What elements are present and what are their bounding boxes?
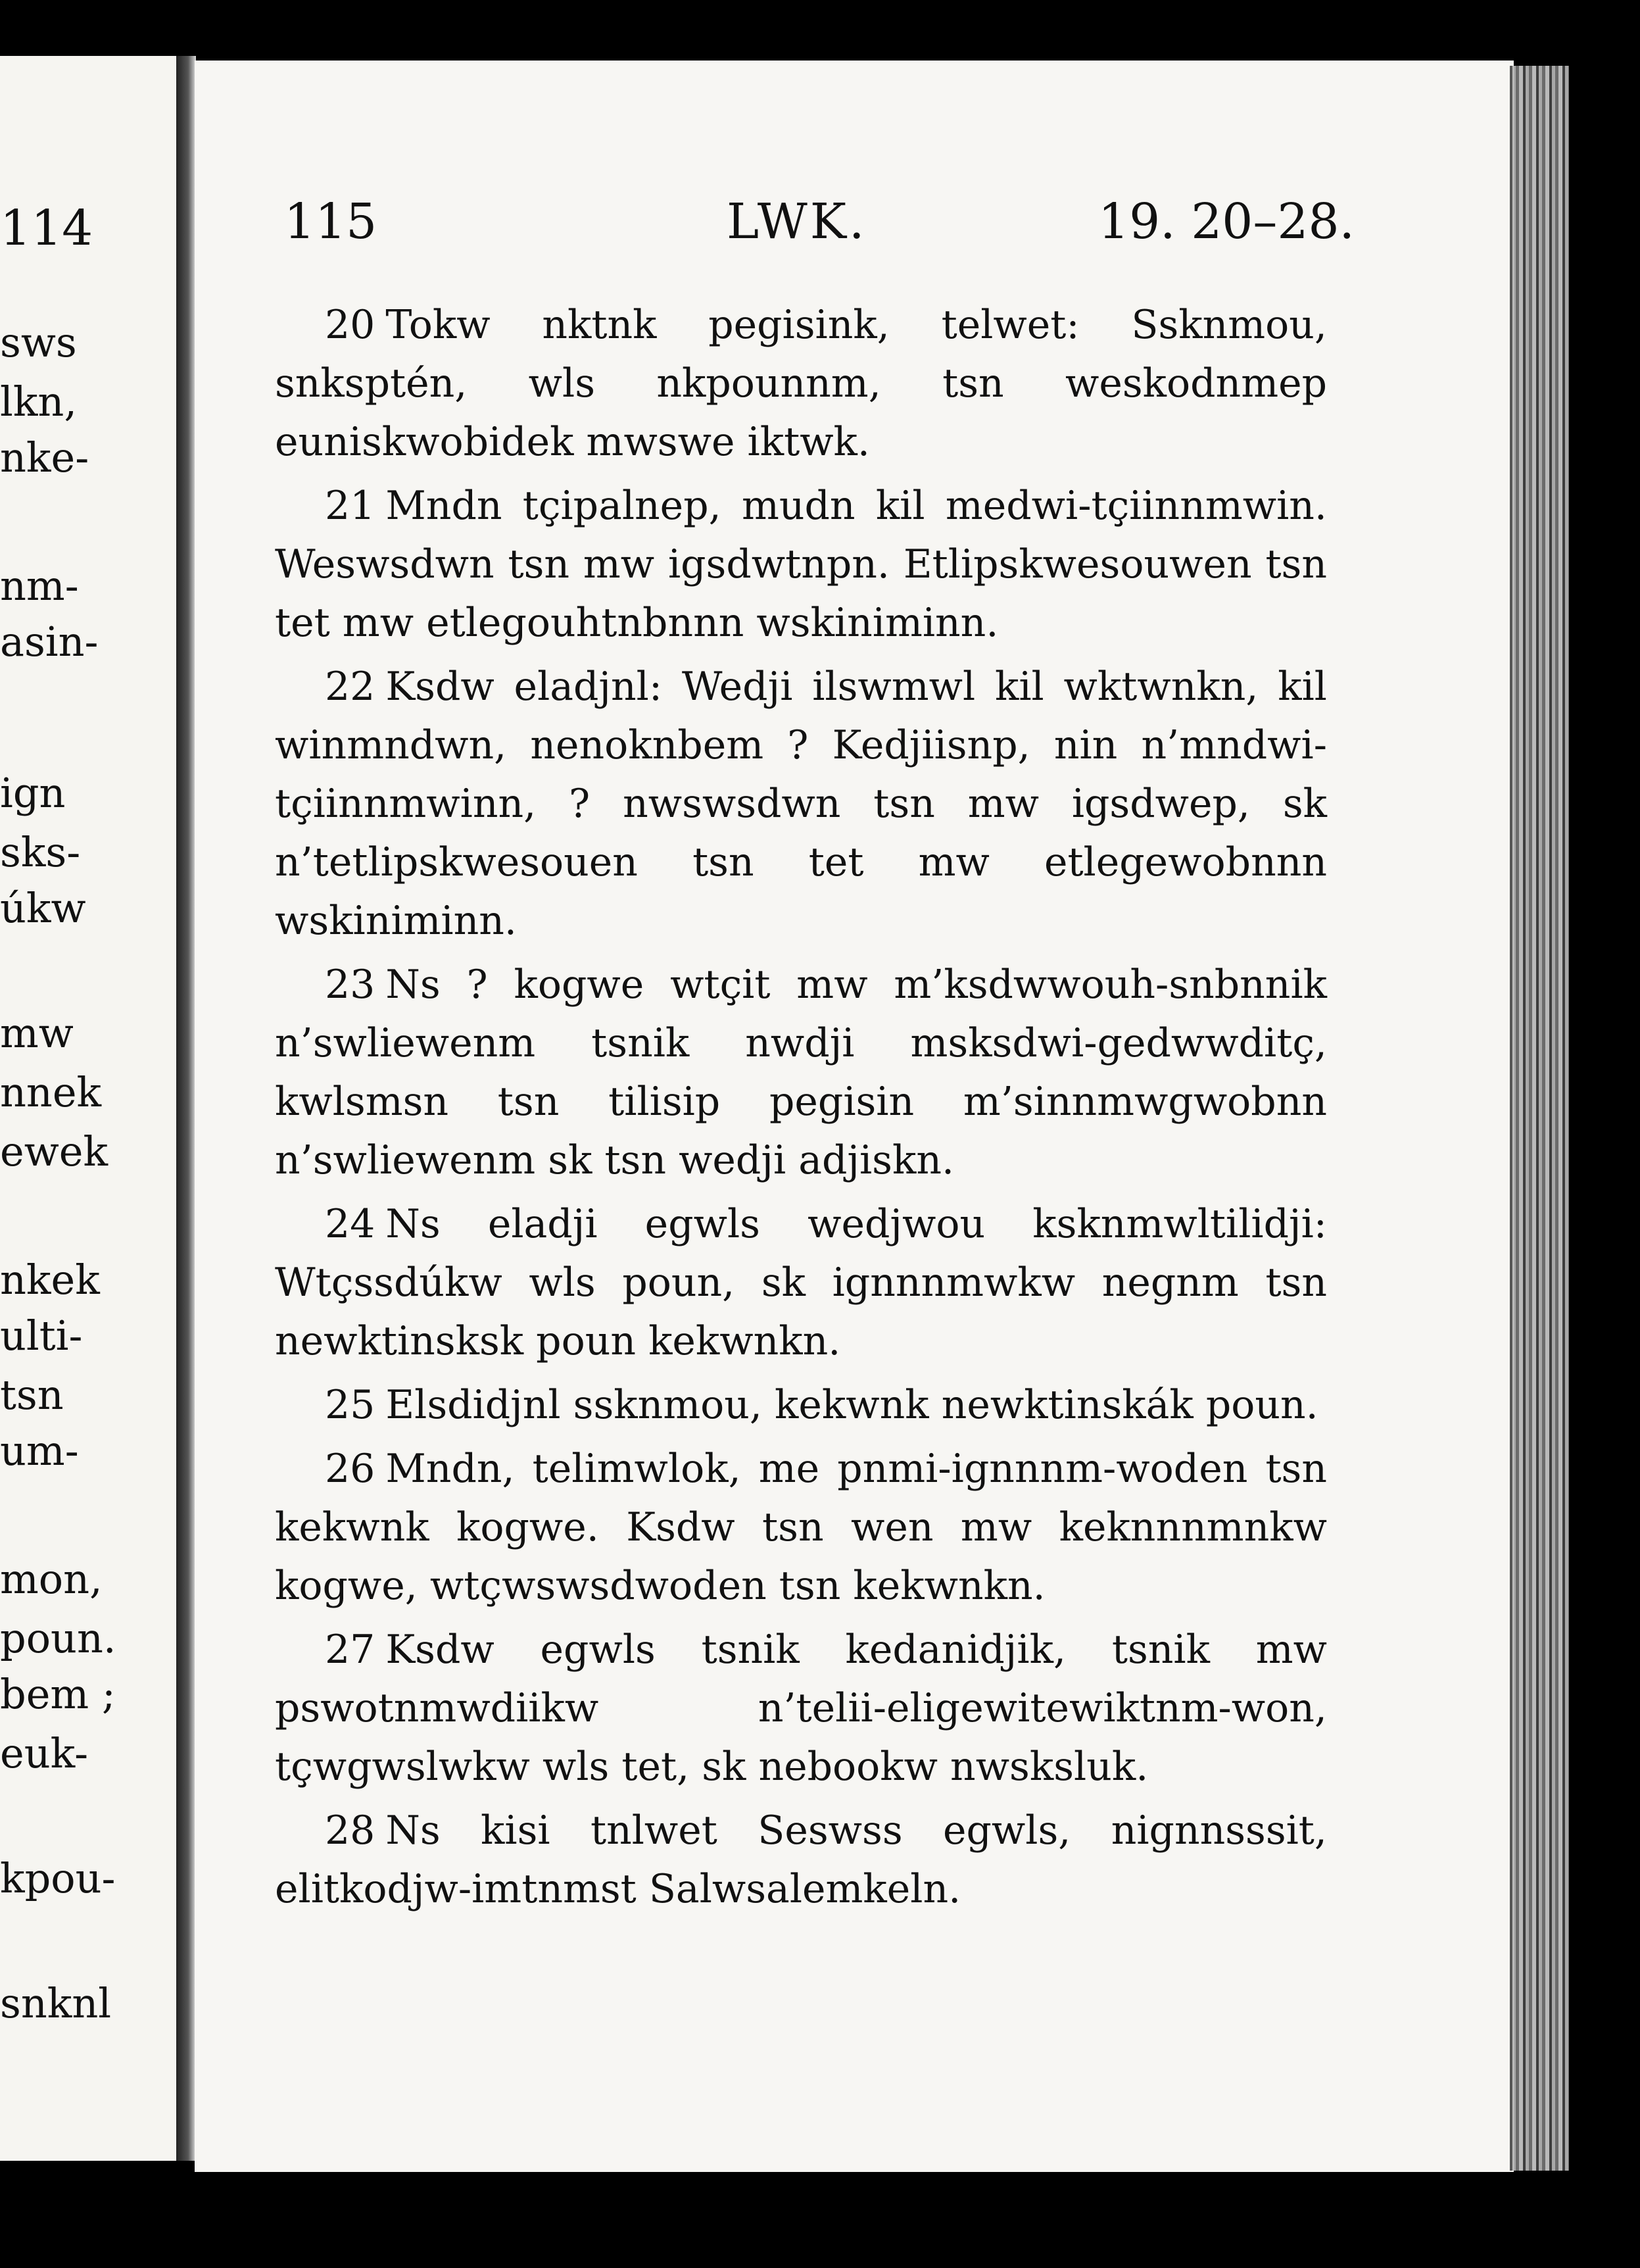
verse-text: Mndn tçipalnep, mudn kil medwi-tçiinnmwin. Weswsdwn tsn mw igsdwtnpn. Etlipskwesouwen tsn tet mw etlegouhtnbnnn wskiniminn. (275, 483, 1327, 646)
previous-page-fragment: nnek (0, 1068, 102, 1116)
previous-page-number: 114 (0, 200, 93, 257)
verse-text: Ns kisi tnlwet Seswss egwls, nignnsssit, elitkodjw-imtnmst Salwsalemkeln. (275, 1808, 1327, 1912)
previous-page-fragment: mw (0, 1009, 74, 1057)
verse-text: Mndn, telimwlok, me pnmi-ignnnm-woden tsn kekwnk kogwe. Ksdw tsn wen mw keknnnmnkw kogwe, wtçwswsdwoden tsn kekwnkn. (275, 1446, 1327, 1609)
verse-26 (275, 1440, 1327, 1615)
page-stack-edge (1510, 66, 1569, 2171)
previous-page-fragment: nm- (0, 562, 79, 610)
previous-page-fragment: sks- (0, 828, 81, 876)
verse-text: Ksdw egwls tsnik kedanidjik, tsnik mw pswotnmwdiikw n’telii-eligewitewiktnm-won, tçwgwslwkw wls tet, sk nebookw nwsksluk. (275, 1627, 1327, 1790)
verse-text: Ksdw eladjnl: Wedji ilswmwl kil wktwnkn, kil winmndwn, nenoknbem ? Kedjiisnp, nin n’mndwi-tçiinnmwinn, ? nwswsdwn tsn mw igsdwep, sk n’tetlipskwesouen tsn tet mw etlegewobnnn wskiniminn. (275, 664, 1327, 944)
verse-text: Tokw nktnk pegisink, telwet: Ssknmou, snksptén, wls nkpounnm, tsn weskodnmep euniskwobidek mwswe iktwk. (275, 302, 1327, 465)
verse-24 (275, 1195, 1327, 1371)
verse-number: 26 (325, 1446, 375, 1492)
verse-text: Ns eladji egwls wedjwou ksknmwltilidji: Wtçssdúkw wls poun, sk ignnnmwkw negnm tsn newktinsksk poun kekwnkn. (275, 1201, 1327, 1364)
verse-number: 24 (325, 1201, 375, 1247)
verse-number: 27 (325, 1627, 375, 1673)
verse-25 (275, 1376, 1327, 1435)
previous-page-fragment: ewek (0, 1127, 109, 1175)
page-number: 115 (284, 193, 377, 250)
previous-page-fragment: kpou- (0, 1854, 116, 1902)
verse-number: 23 (325, 962, 375, 1008)
previous-page-fragment: mon, (0, 1555, 103, 1603)
verse-22 (275, 658, 1327, 950)
verse-text: Elsdidjnl ssknmou, kekwnk newktinskák poun. (385, 1382, 1318, 1428)
previous-page-fragment: ulti- (0, 1312, 83, 1360)
book-gutter (176, 56, 196, 2161)
previous-page-fragment: um- (0, 1427, 79, 1475)
previous-page-fragment: sws (0, 318, 77, 366)
chapter-reference: 19. 20–28. (1098, 193, 1355, 250)
previous-page-fragment: lkn, (0, 378, 78, 426)
previous-page-edge (0, 56, 183, 2161)
previous-page-fragment: euk- (0, 1729, 89, 1777)
verse-21 (275, 477, 1327, 653)
verse-28 (275, 1802, 1327, 1919)
verse-number: 25 (325, 1382, 375, 1428)
previous-page-fragment: úkw (0, 884, 86, 932)
previous-page-fragment: snknl (0, 1979, 112, 2027)
book-title: LWK. (727, 193, 867, 250)
verse-number: 21 (325, 483, 375, 529)
verse-number: 22 (325, 664, 375, 710)
previous-page-fragment: ign (0, 769, 66, 817)
previous-page-fragment: tsn (0, 1371, 64, 1419)
verse-27 (275, 1621, 1327, 1796)
previous-page-fragment: asin- (0, 618, 99, 666)
previous-page-fragment: bem ; (0, 1670, 116, 1718)
verse-list (275, 296, 1327, 1924)
verse-text: Ns ? kogwe wtçit mw m’ksdwwouh-snbnnik n’swliewenm tsnik nwdji msksdwi-gedwwditç, kwlsmsn tsn tilisip pegisin m’sinnmwgwobnn n’swliewenm sk tsn wedji adjiskn. (275, 962, 1327, 1183)
verse-20 (275, 296, 1327, 472)
verse-number: 20 (325, 302, 375, 348)
previous-page-fragment: nkek (0, 1256, 100, 1304)
previous-page-fragment: poun. (0, 1614, 116, 1662)
verse-23 (275, 956, 1327, 1190)
verse-number: 28 (325, 1808, 375, 1854)
previous-page-fragment: nke- (0, 433, 89, 481)
